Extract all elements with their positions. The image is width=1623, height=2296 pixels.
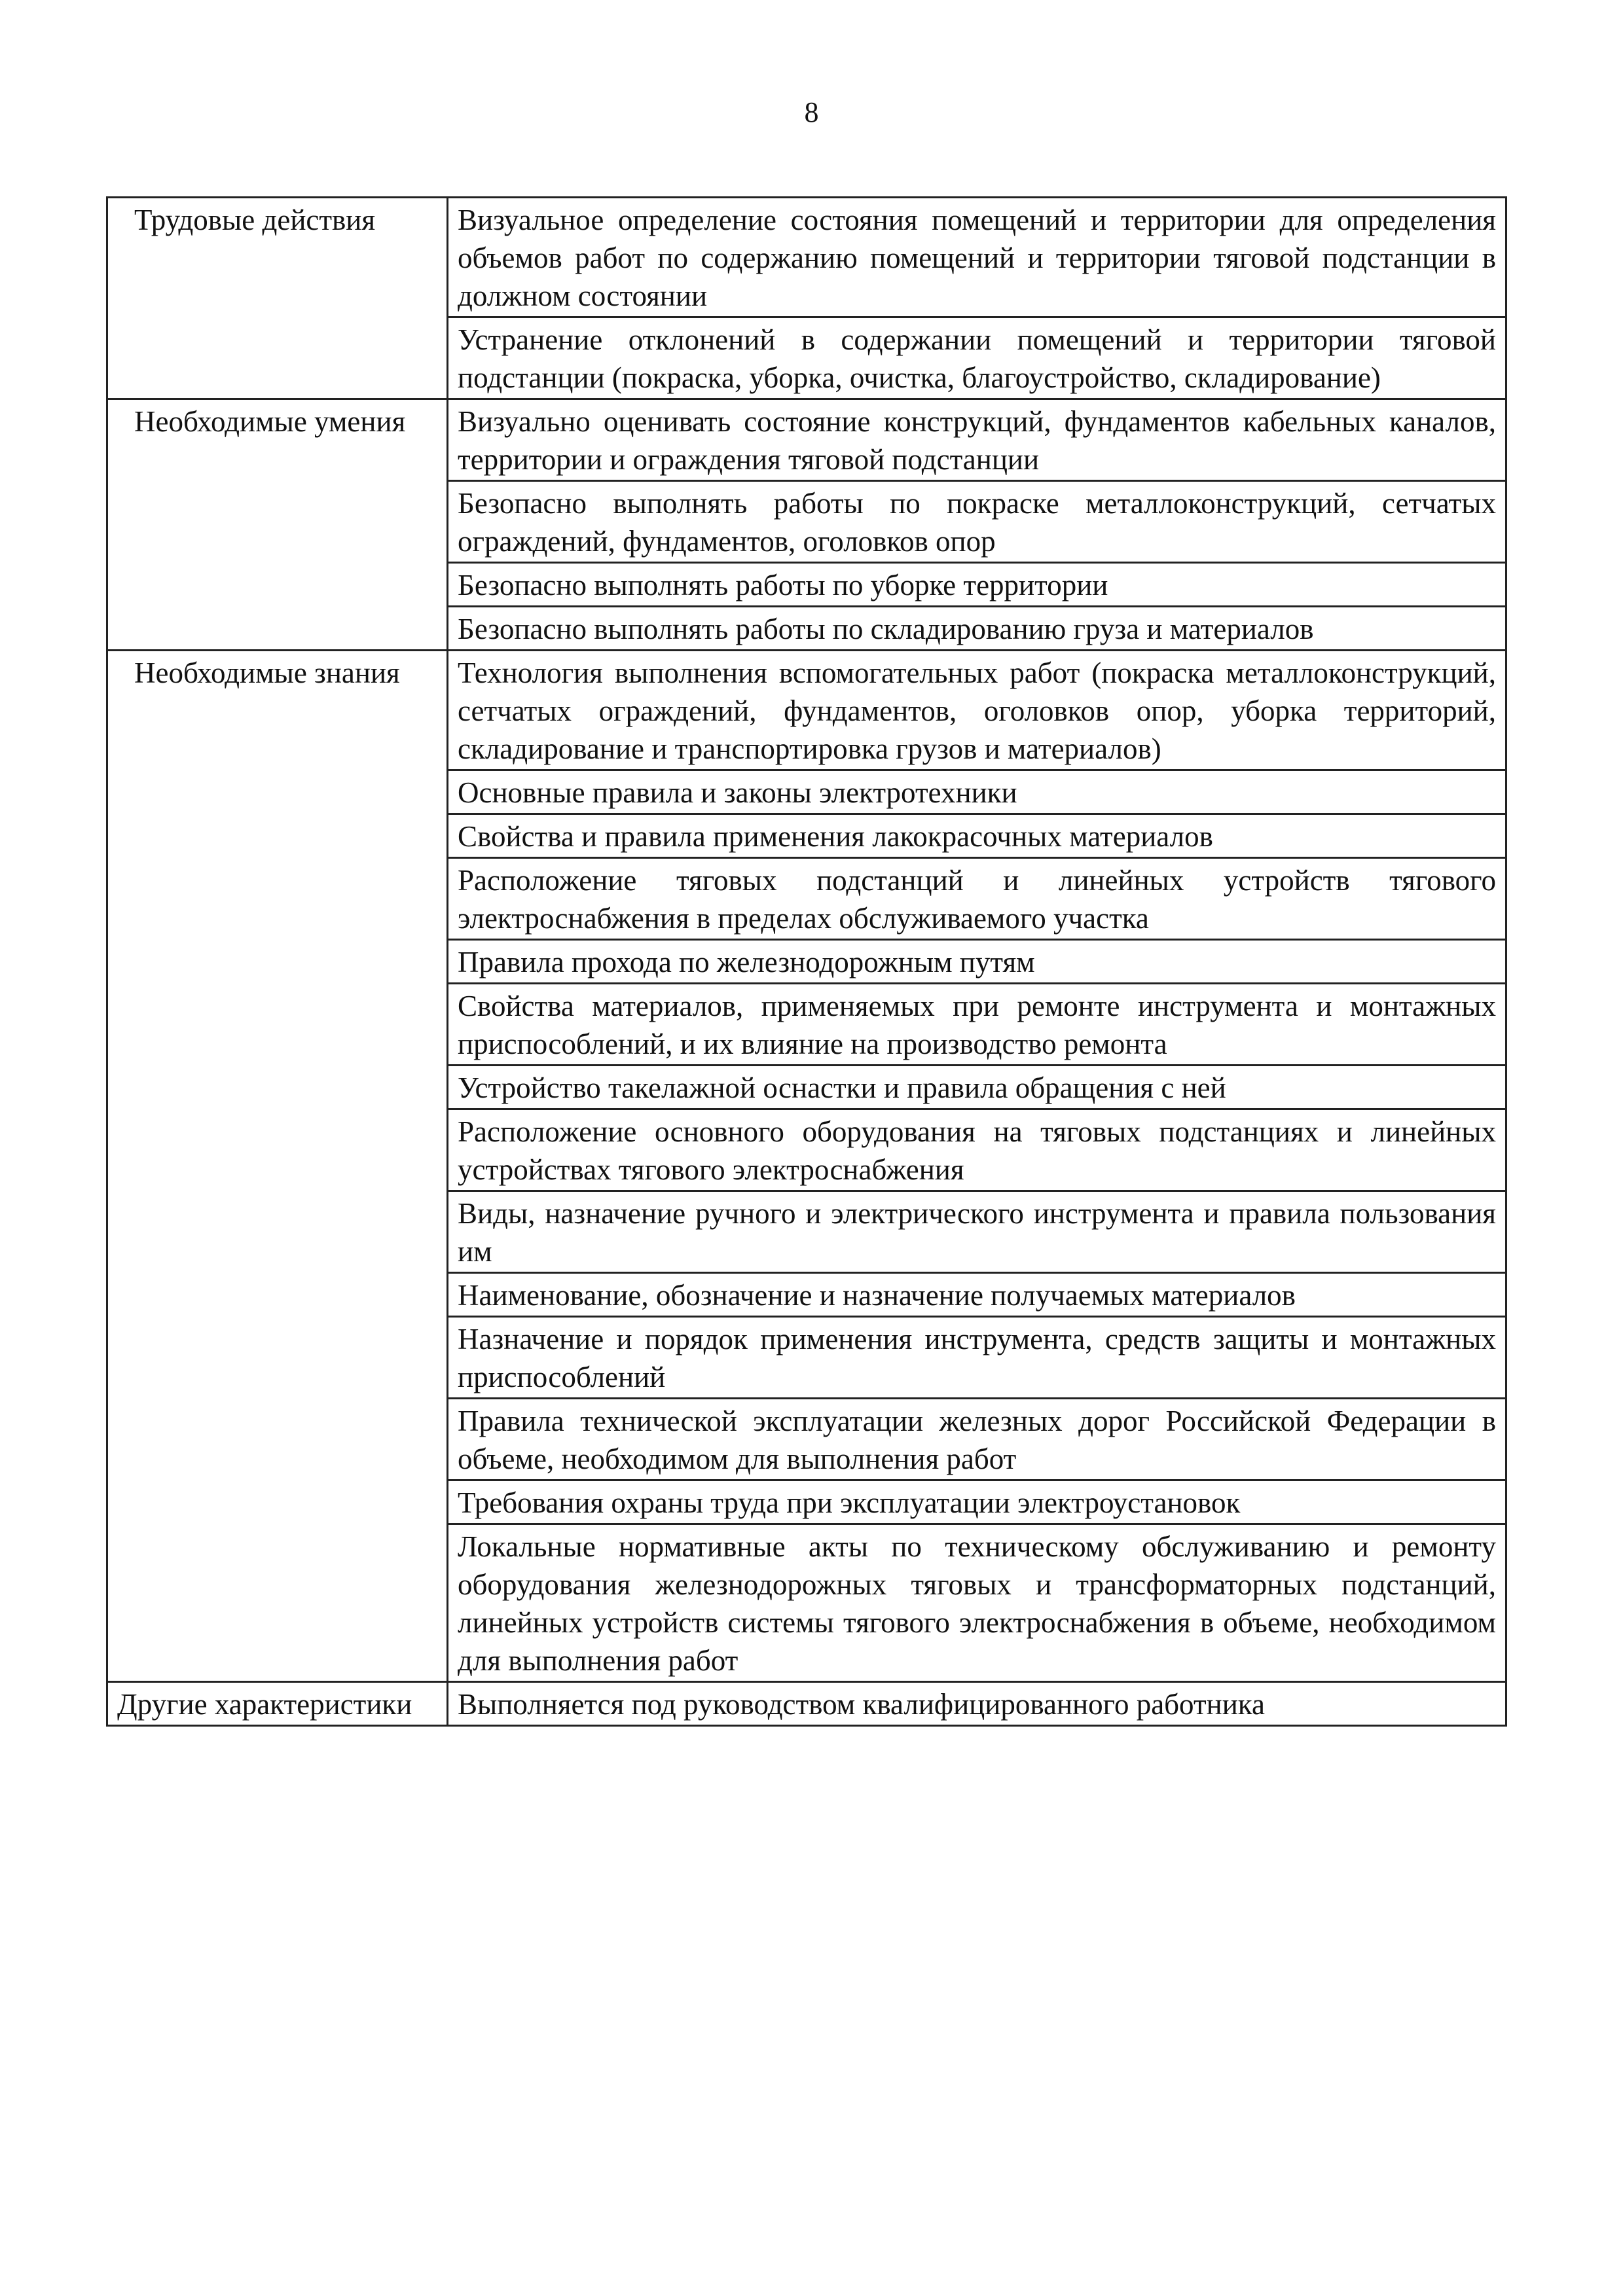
table-cell: Безопасно выполнять работы по уборке территории <box>448 563 1506 607</box>
table-cell: Требования охраны труда при эксплуатации электроустановок <box>448 1480 1506 1524</box>
table-cell: Безопасно выполнять работы по складированию груза и материалов <box>448 607 1506 651</box>
table-cell: Локальные нормативные акты по техническому обслуживанию и ремонту оборудования железнодорожных тяговых и трансформаторных подстанций, линейных устройств системы тягового электроснабжения в объеме, необходимом для выполнения работ <box>448 1524 1506 1682</box>
section-label-required-skills: Необходимые умения <box>107 399 448 651</box>
table-cell: Технология выполнения вспомогательных работ (покраска металлоконструкций, сетчатых ограждений, фундаментов, оголовков опор, уборка территорий, складирование и транспортировка грузов и материалов) <box>448 651 1506 770</box>
table-cell: Правила прохода по железнодорожным путям <box>448 940 1506 984</box>
table-row <box>107 399 1506 481</box>
section-label-required-knowledge: Необходимые знания <box>107 651 448 1682</box>
table-cell: Безопасно выполнять работы по покраске металлоконструкций, сетчатых ограждений, фундаментов, оголовков опор <box>448 481 1506 563</box>
table-cell: Свойства материалов, применяемых при ремонте инструмента и монтажных приспособлений, и их влияние на производство ремонта <box>448 984 1506 1066</box>
table-cell: Наименование, обозначение и назначение получаемых материалов <box>448 1273 1506 1317</box>
table-cell: Устранение отклонений в содержании помещений и территории тяговой подстанции (покраска, уборка, очистка, благоустройство, складирование) <box>448 317 1506 399</box>
table-cell: Правила технической эксплуатации железных дорог Российской Федерации в объеме, необходимом для выполнения работ <box>448 1399 1506 1480</box>
table-cell: Свойства и правила применения лакокрасочных материалов <box>448 814 1506 858</box>
table-cell: Визуальное определение состояния помещений и территории для определения объемов работ по содержанию помещений и территории тяговой подстанции в должном состоянии <box>448 198 1506 317</box>
table-row <box>107 1682 1506 1726</box>
requirements-table <box>106 196 1507 1727</box>
table-cell: Основные правила и законы электротехники <box>448 770 1506 814</box>
page-number: 8 <box>804 96 819 128</box>
table-cell: Виды, назначение ручного и электрического инструмента и правила пользования им <box>448 1191 1506 1273</box>
table-cell: Расположение тяговых подстанций и линейных устройств тягового электроснабжения в пределах обслуживаемого участка <box>448 858 1506 940</box>
section-label-labor-actions: Трудовые действия <box>107 198 448 399</box>
table-cell: Назначение и порядок применения инструмента, средств защиты и монтажных приспособлений <box>448 1317 1506 1399</box>
section-label-other-characteristics: Другие характеристики <box>107 1682 448 1726</box>
table-cell: Выполняется под руководством квалифицированного работника <box>448 1682 1506 1726</box>
table-cell: Устройство такелажной оснастки и правила обращения с ней <box>448 1066 1506 1109</box>
table-row <box>107 651 1506 770</box>
table-row <box>107 198 1506 317</box>
table-cell: Визуально оценивать состояние конструкций, фундаментов кабельных каналов, территории и ограждения тяговой подстанции <box>448 399 1506 481</box>
table-cell: Расположение основного оборудования на тяговых подстанциях и линейных устройствах тягового электроснабжения <box>448 1109 1506 1191</box>
